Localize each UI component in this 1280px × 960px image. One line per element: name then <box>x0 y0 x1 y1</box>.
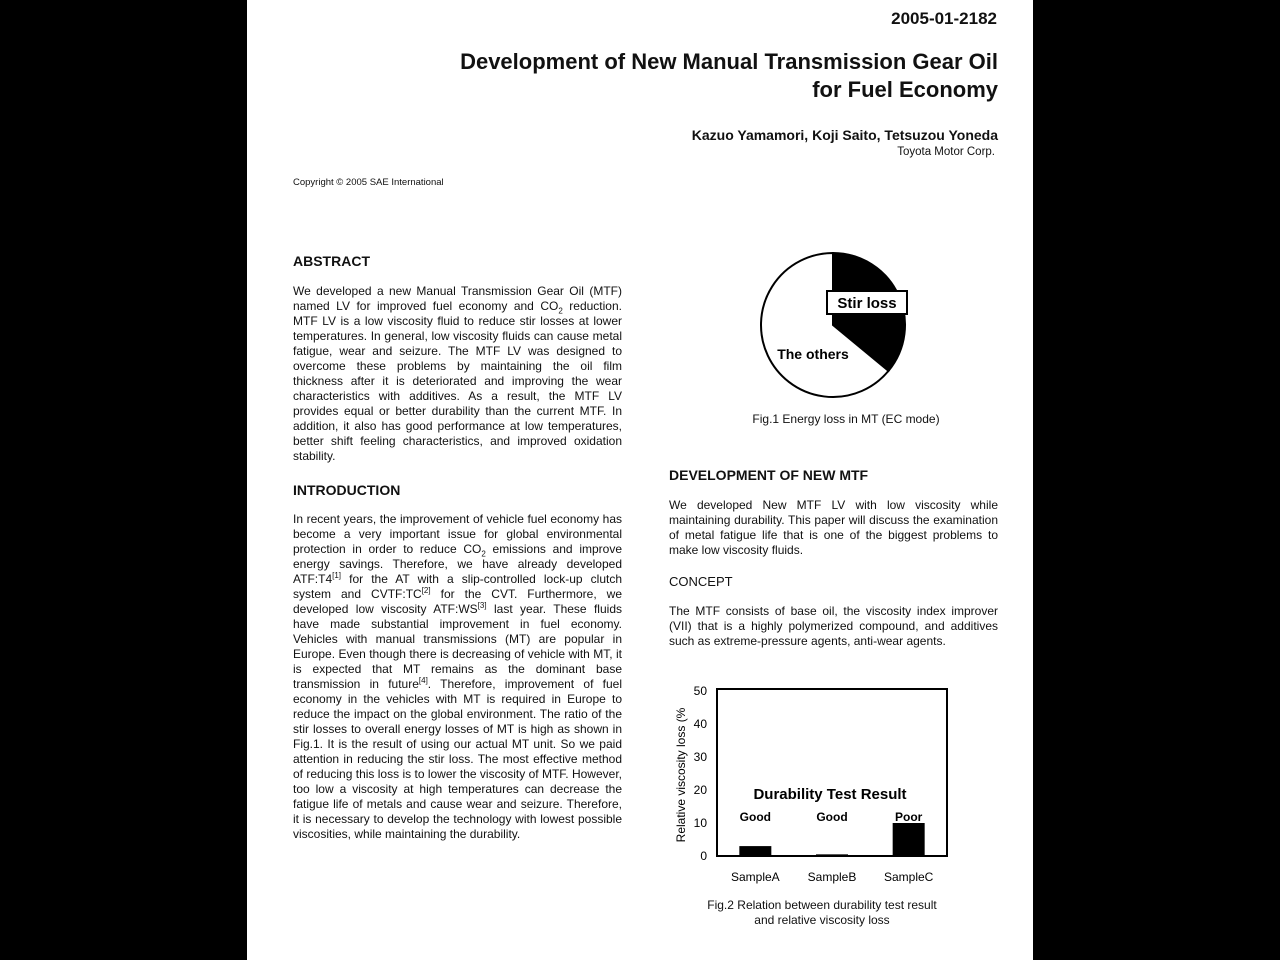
bar-sampleb <box>816 854 848 856</box>
bar-annotation: Poor <box>894 810 923 824</box>
y-tick-label: 50 <box>693 684 707 698</box>
intro-p3: for the AT with a slip-controlled lock-up clutch system and CVTF:TC <box>293 572 622 601</box>
development-text: We developed New MTF LV with low viscosity while maintaining durability. This paper will discuss the examination of metal fatigue life that is one of the biggest problems to make low viscosity fluids. <box>669 498 998 557</box>
y-tick-label: 30 <box>693 750 707 764</box>
development-heading: DEVELOPMENT OF NEW MTF <box>669 467 869 483</box>
y-tick-label: 20 <box>693 783 707 797</box>
fig1-caption: Fig.1 Energy loss in MT (EC mode) <box>752 412 940 426</box>
paper-id: 2005-01-2182 <box>891 9 997 28</box>
x-tick-label: SampleC <box>883 870 934 884</box>
paper-title <box>358 48 998 104</box>
intro-ref4: [4] <box>418 676 428 685</box>
authors: Kazuo Yamamori, Koji Saito, Tetsuzou Yoneda <box>691 127 998 143</box>
fig1-pie-chart <box>747 248 927 408</box>
bar-chart-title: Durability Test Result <box>753 786 907 803</box>
title-line-1: Development of New Manual Transmission Gear Oil <box>460 49 998 74</box>
pie-label-others: The others <box>777 346 849 362</box>
fig2-bar-chart <box>667 680 957 890</box>
concept-text: The MTF consists of base oil, the viscosity index improver (VII) that is a highly polymerized compound, and additives such as extreme-pressure agents, anti-wear agents. <box>669 604 998 648</box>
intro-ref3: [3] <box>477 601 487 610</box>
fig2-caption <box>687 898 957 928</box>
abstract-text-a: We developed a new Manual Transmission Gear Oil (MTF) named LV for improved fuel economy and CO <box>293 284 622 313</box>
bar-annotation: Good <box>816 810 848 824</box>
intro-p4: for the CVT. Furthermore, we developed low viscosity ATF:WS <box>293 587 622 616</box>
y-tick-label: 10 <box>693 816 707 830</box>
intro-p1: In recent years, the improvement of vehicle fuel economy has become a very important issue for global environmental protection in order to reduce CO <box>293 512 622 556</box>
abstract-text-b: reduction. MTF LV is a low viscosity fluid to reduce stir losses at lower temperatures. In general, low viscosity fluids can cause metal fatigue, wear and seizure. The MTF LV was designed to overcome these problems by maintaining the oil film thickness after it is deteriorated and improving the wear characteristics with additives. As a result, the MTF LV provides equal or better durability than the current MTF. In addition, it also has good performance at low temperatures, better shift feeling characteristics, and improved oxidation stability. <box>293 299 622 463</box>
abstract-text <box>293 284 622 464</box>
intro-p6: . Therefore, improvement of fuel economy in the vehicles with MT is required in Europe to reduce the impact on the global environment. The ratio of the stir losses to overall energy losses of MT is high as shown in Fig.1. It is the result of using our actual MT unit. So we paid attention in reducing the stir loss. The most effective method of reducing this loss is to lower the viscosity of MTF. However, too low a viscosity at high temperatures can decrease the fatigue life of metals and cause wear and seizure. Therefore, it is necessary to develop the technology with lowest possible viscosities, while maintaining the durability. <box>293 677 622 841</box>
intro-ref2: [2] <box>421 586 431 595</box>
affiliation: Toyota Motor Corp. <box>897 146 995 158</box>
fig2-caption-line-2: and relative viscosity loss <box>754 913 890 927</box>
fig2-caption-line-1: Fig.2 Relation between durability test result <box>707 898 937 912</box>
x-tick-label: SampleA <box>730 870 780 884</box>
abstract-heading: ABSTRACT <box>293 253 370 269</box>
intro-p5: last year. These fluids have made substantial improvement in fuel economy. Vehicles with manual transmissions (MT) are popular in Europe. Even though there is decreasing of vehicle with MT, it is expected that MT remains as the dominant base transmission in future <box>293 602 622 691</box>
intro-p2: emissions and improve energy savings. Therefore, we have already developed ATF:T4 <box>293 542 622 586</box>
y-tick-label: 40 <box>693 717 707 731</box>
introduction-text <box>293 512 622 842</box>
copyright: Copyright © 2005 SAE International <box>293 177 444 188</box>
concept-heading: CONCEPT <box>669 574 733 589</box>
intro-ref1: [1] <box>332 571 342 580</box>
introduction-heading: INTRODUCTION <box>293 482 401 498</box>
intro-sub1: 2 <box>481 549 486 559</box>
y-axis-label: Relative viscosity loss (% <box>674 707 688 843</box>
bar-samplea <box>739 846 771 856</box>
paper-page <box>247 0 1033 960</box>
pie-label-stir-loss: Stir loss <box>837 295 897 312</box>
abstract-sub: 2 <box>558 306 563 316</box>
title-line-2: for Fuel Economy <box>812 77 998 102</box>
bar-annotation: Good <box>739 810 771 824</box>
x-tick-label: SampleB <box>807 870 857 884</box>
bar-samplec <box>893 823 925 856</box>
y-tick-label: 0 <box>700 849 707 863</box>
